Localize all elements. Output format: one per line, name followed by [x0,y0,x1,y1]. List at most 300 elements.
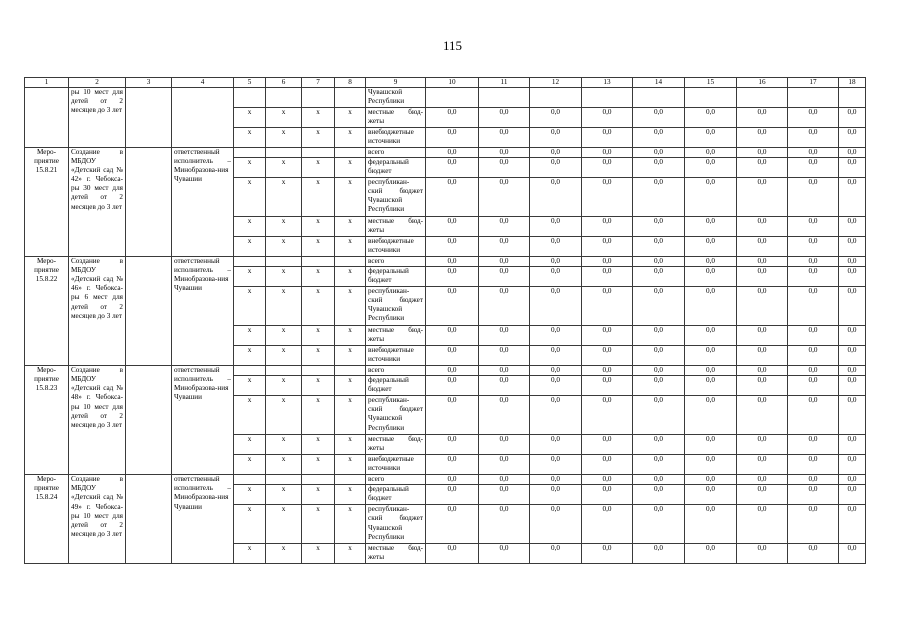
amount-cell: 0,0 [839,108,866,128]
amount-cell: 0,0 [788,435,839,455]
amount-cell: 0,0 [426,475,479,485]
amount-cell: 0,0 [426,544,479,564]
amount-cell: 0,0 [788,544,839,564]
code-cell [302,475,335,485]
code-cell [234,366,266,376]
amount-cell: 0,0 [582,108,633,128]
funding-source: федеральный бюджет [366,267,426,287]
amount-cell: 0,0 [633,267,685,287]
amount-cell: 0,0 [426,376,479,396]
amount-cell: 0,0 [839,158,866,178]
amount-cell: 0,0 [479,326,530,346]
amount-cell: 0,0 [582,267,633,287]
code-cell: х [302,178,335,217]
code-cell: х [302,396,335,435]
code-cell [266,88,302,108]
code-cell: х [302,237,335,257]
code-cell [234,257,266,267]
amount-cell: 0,0 [788,326,839,346]
column-number: 9 [366,78,426,88]
code-cell: х [302,326,335,346]
amount-cell: 0,0 [530,505,582,544]
code-cell: х [234,346,266,366]
code-cell: х [234,108,266,128]
amount-cell: 0,0 [685,257,737,267]
column-number: 15 [685,78,737,88]
amount-cell [633,88,685,108]
amount-cell: 0,0 [685,326,737,346]
amount-cell: 0,0 [530,158,582,178]
amount-cell: 0,0 [426,237,479,257]
amount-cell: 0,0 [479,485,530,505]
amount-cell: 0,0 [633,396,685,435]
amount-cell [479,88,530,108]
code-cell: х [266,287,302,326]
amount-cell: 0,0 [530,267,582,287]
amount-cell: 0,0 [839,366,866,376]
amount-cell: 0,0 [633,346,685,366]
amount-cell: 0,0 [685,158,737,178]
amount-cell: 0,0 [839,435,866,455]
code-cell: х [234,544,266,564]
code-cell: х [335,346,366,366]
code-cell: х [302,217,335,237]
amount-cell: 0,0 [685,346,737,366]
amount-cell: 0,0 [788,376,839,396]
code-cell: х [302,287,335,326]
funding-source: местные бюд-жеты [366,217,426,237]
code-cell: х [266,396,302,435]
amount-cell: 0,0 [479,287,530,326]
measure-label: Меро-приятие 15.8.23 [25,366,69,475]
empty-cell [126,475,172,564]
amount-cell: 0,0 [426,505,479,544]
amount-cell: 0,0 [530,346,582,366]
column-number: 18 [839,78,866,88]
amount-cell: 0,0 [633,287,685,326]
amount-cell: 0,0 [737,128,788,148]
code-cell: х [234,178,266,217]
amount-cell: 0,0 [839,396,866,435]
funding-source: республикан-ский бюджет Чувашской Республики [366,287,426,326]
column-number: 8 [335,78,366,88]
amount-cell: 0,0 [737,544,788,564]
funding-source: всего [366,475,426,485]
amount-cell: 0,0 [633,435,685,455]
funding-source: республикан-ский бюджет Чувашской Республики [366,396,426,435]
funding-source: республикан-ский бюджет Чувашской Республики [366,505,426,544]
amount-cell: 0,0 [633,257,685,267]
code-cell: х [266,128,302,148]
amount-cell: 0,0 [839,544,866,564]
amount-cell: 0,0 [426,217,479,237]
amount-cell: 0,0 [788,475,839,485]
amount-cell: 0,0 [426,287,479,326]
code-cell: х [266,267,302,287]
amount-cell: 0,0 [426,366,479,376]
code-cell: х [234,485,266,505]
amount-cell: 0,0 [479,396,530,435]
amount-cell: 0,0 [426,178,479,217]
amount-cell: 0,0 [426,267,479,287]
amount-cell: 0,0 [737,148,788,158]
amount-cell: 0,0 [582,505,633,544]
code-cell: х [266,544,302,564]
amount-cell: 0,0 [788,108,839,128]
code-cell: х [266,108,302,128]
page-number: 115 [442,38,463,53]
amount-cell: 0,0 [685,366,737,376]
code-cell [234,148,266,158]
measure-label: Меро-приятие 15.8.22 [25,257,69,366]
funding-source: местные бюд-жеты [366,326,426,346]
amount-cell [788,88,839,108]
code-cell [335,366,366,376]
amount-cell: 0,0 [479,108,530,128]
amount-cell: 0,0 [737,346,788,366]
amount-cell: 0,0 [633,326,685,346]
amount-cell: 0,0 [479,455,530,475]
column-number-row [25,78,866,88]
budget-table [24,77,866,564]
amount-cell: 0,0 [685,544,737,564]
code-cell: х [234,505,266,544]
amount-cell: 0,0 [582,287,633,326]
amount-cell [737,88,788,108]
amount-cell: 0,0 [737,178,788,217]
measure-description: Создание в МБДОУ «Детский сад № 46» г. Чебокса-ры 6 мест для детей от 2 месяцев до 3 лет [69,257,126,366]
code-cell [335,88,366,108]
amount-cell: 0,0 [479,158,530,178]
amount-cell: 0,0 [839,217,866,237]
code-cell: х [335,178,366,217]
code-cell: х [335,505,366,544]
amount-cell: 0,0 [839,257,866,267]
column-number: 1 [25,78,69,88]
code-cell: х [302,544,335,564]
amount-cell: 0,0 [737,158,788,178]
amount-cell: 0,0 [685,148,737,158]
amount-cell [839,88,866,108]
funding-source: федеральный бюджет [366,158,426,178]
code-cell: х [335,108,366,128]
amount-cell: 0,0 [582,455,633,475]
amount-cell: 0,0 [685,455,737,475]
code-cell [302,148,335,158]
amount-cell: 0,0 [633,128,685,148]
amount-cell: 0,0 [839,505,866,544]
measure-description: Создание в МБДОУ «Детский сад № 42» г. Чебокса-ры 30 мест для детей от 2 месяцев до 3 лет [69,148,126,257]
code-cell: х [302,158,335,178]
amount-cell: 0,0 [737,257,788,267]
column-number: 14 [633,78,685,88]
amount-cell: 0,0 [839,485,866,505]
amount-cell: 0,0 [530,366,582,376]
amount-cell: 0,0 [479,237,530,257]
amount-cell: 0,0 [582,366,633,376]
funding-source: внебюджетные источники [366,128,426,148]
amount-cell: 0,0 [530,475,582,485]
amount-cell: 0,0 [788,237,839,257]
amount-cell: 0,0 [685,237,737,257]
amount-cell: 0,0 [685,217,737,237]
amount-cell: 0,0 [582,435,633,455]
funding-source: Чувашской Республики [366,88,426,108]
column-number: 3 [126,78,172,88]
amount-cell: 0,0 [737,108,788,128]
amount-cell: 0,0 [479,267,530,287]
amount-cell: 0,0 [737,475,788,485]
code-cell: х [266,346,302,366]
code-cell: х [335,396,366,435]
amount-cell: 0,0 [530,326,582,346]
code-cell: х [335,267,366,287]
funding-source: всего [366,366,426,376]
funding-source: местные бюд-жеты [366,435,426,455]
funding-source: республикан-ский бюджет Чувашской Республики [366,178,426,217]
table-row [25,148,866,158]
code-cell: х [335,485,366,505]
amount-cell: 0,0 [633,148,685,158]
amount-cell: 0,0 [479,178,530,217]
table-row [25,475,866,485]
amount-cell: 0,0 [633,158,685,178]
funding-source: федеральный бюджет [366,485,426,505]
amount-cell: 0,0 [582,346,633,366]
amount-cell: 0,0 [788,366,839,376]
code-cell: х [302,435,335,455]
amount-cell: 0,0 [479,544,530,564]
amount-cell: 0,0 [839,128,866,148]
amount-cell: 0,0 [788,485,839,505]
amount-cell: 0,0 [582,396,633,435]
amount-cell: 0,0 [582,148,633,158]
amount-cell: 0,0 [479,376,530,396]
amount-cell: 0,0 [685,396,737,435]
amount-cell: 0,0 [839,346,866,366]
column-number: 13 [582,78,633,88]
code-cell: х [234,287,266,326]
amount-cell: 0,0 [479,217,530,237]
code-cell: х [302,455,335,475]
column-number: 10 [426,78,479,88]
amount-cell: 0,0 [839,455,866,475]
amount-cell: 0,0 [426,346,479,366]
amount-cell: 0,0 [788,158,839,178]
code-cell: х [335,435,366,455]
code-cell: х [266,217,302,237]
code-cell: х [302,346,335,366]
amount-cell: 0,0 [426,108,479,128]
amount-cell: 0,0 [426,455,479,475]
amount-cell [426,88,479,108]
amount-cell: 0,0 [737,435,788,455]
amount-cell: 0,0 [530,455,582,475]
code-cell: х [234,158,266,178]
amount-cell: 0,0 [737,376,788,396]
column-number: 12 [530,78,582,88]
amount-cell: 0,0 [582,326,633,346]
amount-cell: 0,0 [479,346,530,366]
amount-cell: 0,0 [685,267,737,287]
amount-cell: 0,0 [530,485,582,505]
code-cell: х [335,326,366,346]
table-row [25,366,866,376]
table-row [25,257,866,267]
code-cell: х [335,237,366,257]
amount-cell: 0,0 [530,396,582,435]
amount-cell: 0,0 [839,267,866,287]
code-cell: х [266,505,302,544]
amount-cell: 0,0 [685,178,737,217]
code-cell: х [234,455,266,475]
code-cell [335,148,366,158]
amount-cell: 0,0 [530,237,582,257]
code-cell: х [302,108,335,128]
column-number: 5 [234,78,266,88]
amount-cell: 0,0 [737,326,788,346]
code-cell: х [234,217,266,237]
amount-cell: 0,0 [582,128,633,148]
amount-cell: 0,0 [633,108,685,128]
amount-cell: 0,0 [685,128,737,148]
amount-cell: 0,0 [788,505,839,544]
amount-cell: 0,0 [530,217,582,237]
amount-cell: 0,0 [788,287,839,326]
code-cell: х [266,376,302,396]
amount-cell [582,88,633,108]
amount-cell: 0,0 [737,485,788,505]
code-cell: х [234,237,266,257]
code-cell: х [335,544,366,564]
amount-cell: 0,0 [479,505,530,544]
column-number: 16 [737,78,788,88]
code-cell: х [266,435,302,455]
amount-cell: 0,0 [530,257,582,267]
amount-cell: 0,0 [582,544,633,564]
code-cell: х [302,485,335,505]
code-cell [266,148,302,158]
code-cell: х [266,178,302,217]
amount-cell: 0,0 [737,505,788,544]
amount-cell: 0,0 [788,257,839,267]
code-cell [335,257,366,267]
funding-source: внебюджетные источники [366,346,426,366]
amount-cell: 0,0 [737,455,788,475]
amount-cell: 0,0 [737,267,788,287]
measure-description: Создание в МБДОУ «Детский сад № 49» г. Чебокса-ры 10 мест для детей от 2 месяцев до 3 лет [69,475,126,564]
code-cell: х [234,326,266,346]
code-cell: х [335,455,366,475]
amount-cell: 0,0 [426,396,479,435]
amount-cell: 0,0 [479,148,530,158]
amount-cell [685,88,737,108]
code-cell [266,366,302,376]
amount-cell: 0,0 [582,485,633,505]
amount-cell: 0,0 [582,376,633,396]
amount-cell: 0,0 [788,396,839,435]
amount-cell: 0,0 [426,485,479,505]
empty-cell [126,88,172,148]
amount-cell: 0,0 [839,178,866,217]
code-cell [335,475,366,485]
amount-cell [530,88,582,108]
amount-cell: 0,0 [685,475,737,485]
amount-cell: 0,0 [839,148,866,158]
amount-cell: 0,0 [530,108,582,128]
amount-cell: 0,0 [530,178,582,217]
empty-cell [126,257,172,366]
column-number: 6 [266,78,302,88]
amount-cell: 0,0 [479,128,530,148]
code-cell: х [266,158,302,178]
amount-cell: 0,0 [633,237,685,257]
amount-cell: 0,0 [582,257,633,267]
funding-source: федеральный бюджет [366,376,426,396]
amount-cell: 0,0 [530,128,582,148]
amount-cell: 0,0 [788,178,839,217]
amount-cell: 0,0 [530,544,582,564]
amount-cell: 0,0 [788,455,839,475]
code-cell: х [266,455,302,475]
code-cell [302,366,335,376]
amount-cell: 0,0 [426,148,479,158]
amount-cell: 0,0 [685,287,737,326]
code-cell: х [335,376,366,396]
code-cell: х [302,376,335,396]
amount-cell: 0,0 [530,148,582,158]
executor: ответственный исполнитель – Минобразова-ния Чувашии [172,148,234,257]
code-cell: х [234,435,266,455]
amount-cell: 0,0 [426,257,479,267]
code-cell [234,88,266,108]
code-cell [266,257,302,267]
code-cell: х [266,237,302,257]
code-cell [234,475,266,485]
measure-label: Меро-приятие 15.8.24 [25,475,69,564]
amount-cell: 0,0 [839,376,866,396]
amount-cell: 0,0 [685,376,737,396]
amount-cell: 0,0 [737,237,788,257]
empty-cell [126,366,172,475]
amount-cell: 0,0 [633,544,685,564]
amount-cell: 0,0 [479,257,530,267]
column-number: 17 [788,78,839,88]
amount-cell: 0,0 [839,326,866,346]
empty-cell [126,148,172,257]
amount-cell: 0,0 [737,366,788,376]
executor: ответственный исполнитель – Минобразова-ния Чувашии [172,475,234,564]
executor: ответственный исполнитель – Минобразова-ния Чувашии [172,257,234,366]
amount-cell: 0,0 [685,505,737,544]
code-cell: х [335,217,366,237]
amount-cell: 0,0 [530,287,582,326]
amount-cell: 0,0 [685,435,737,455]
table-row [25,88,866,108]
amount-cell: 0,0 [633,455,685,475]
code-cell: х [302,128,335,148]
code-cell: х [302,267,335,287]
measure-description: Создание в МБДОУ «Детский сад № 48» г. Чебокса-ры 10 мест для детей от 2 месяцев до 3 лет [69,366,126,475]
amount-cell: 0,0 [788,128,839,148]
amount-cell: 0,0 [479,366,530,376]
amount-cell: 0,0 [479,475,530,485]
code-cell: х [234,128,266,148]
measure-description: ры 10 мест для детей от 2 месяцев до 3 лет [69,88,126,148]
amount-cell: 0,0 [737,396,788,435]
code-cell: х [266,485,302,505]
column-number: 2 [69,78,126,88]
